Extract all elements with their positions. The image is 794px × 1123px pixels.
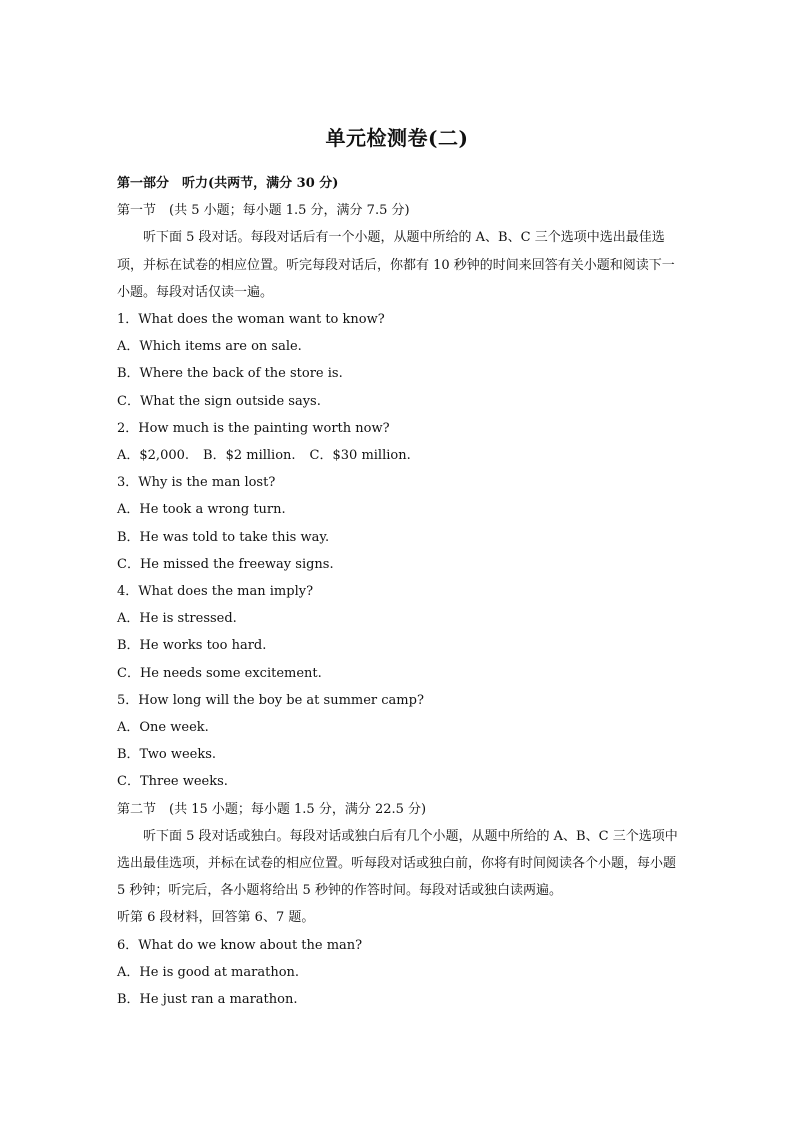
section2-instructions: 听下面 5 段对话或独白。每段对话或独白后有几个小题，从题中所给的 A、B、C 三个选项中选出最佳选项，并标在试卷的相应位置。听每段对话或独白前，你将有时间阅读各个小题，每小题 5 秒钟；听完后，各小题将给出 5 秒钟的作答时间。每段对话或独白读两遍。: [117, 828, 678, 899]
section2-heading: 第二节 (共 15 小题；每小题 1.5 分，满分 22.5 分): [117, 801, 427, 817]
question-3-option-a: A．He took a wrong turn.: [117, 502, 286, 518]
exam-content: [117, 170, 682, 1013]
section2-material-6: 听第 6 段材料，回答第 6、7 题。: [117, 910, 315, 926]
section1-heading: 第一节 (共 5 小题；每小题 1.5 分，满分 7.5 分): [117, 203, 410, 219]
question-1-option-b: B．Where the back of the store is.: [117, 366, 343, 382]
question-6-stem: 6．What do we know about the man?: [117, 937, 363, 953]
question-1-option-a: A．Which items are on sale.: [117, 339, 302, 355]
question-5-option-a: A．One week.: [117, 720, 209, 736]
question-2-option-c: C．$30 million.: [309, 448, 411, 464]
part1-heading: 第一部分 听力(共两节，满分 30 分): [117, 176, 339, 191]
question-5-stem: 5．How long will the boy be at summer camp?: [117, 692, 424, 708]
question-4-option-b: B．He works too hard.: [117, 638, 267, 654]
question-4-stem: 4．What does the man imply?: [117, 584, 314, 600]
question-5-option-b: B．Two weeks.: [117, 747, 217, 763]
question-4-option-c: C．He needs some excitement.: [117, 665, 322, 681]
section1-instructions: 听下面 5 段对话。每段对话后有一个小题，从题中所给的 A、B、C 三个选项中选出最佳选项，并标在试卷的相应位置。听完每段对话后，你都有 10 秒钟的时间来回答有关小题和阅读下一小题。每段对话仅读一遍。: [117, 230, 675, 300]
question-6-option-b: B．He just ran a marathon.: [117, 992, 298, 1008]
question-3-stem: 3．Why is the man lost?: [117, 475, 276, 491]
question-2-option-b: B．$2 million.: [203, 448, 296, 464]
question-6-option-a: A．He is good at marathon.: [117, 964, 300, 980]
page-title: 单元检测卷(二): [325, 126, 469, 150]
question-3-option-b: B．He was told to take this way.: [117, 529, 330, 545]
question-2-stem: 2．How much is the painting worth now?: [117, 420, 390, 436]
question-2-options: [117, 442, 682, 469]
question-3-option-c: C．He missed the freeway signs.: [117, 556, 334, 572]
question-4-option-a: A．He is stressed.: [117, 611, 237, 627]
question-2-option-a: A．$2,000.: [117, 448, 190, 464]
question-1-option-c: C．What the sign outside says.: [117, 393, 321, 409]
question-1-stem: 1．What does the woman want to know?: [117, 312, 385, 328]
question-5-option-c: C．Three weeks.: [117, 774, 228, 790]
